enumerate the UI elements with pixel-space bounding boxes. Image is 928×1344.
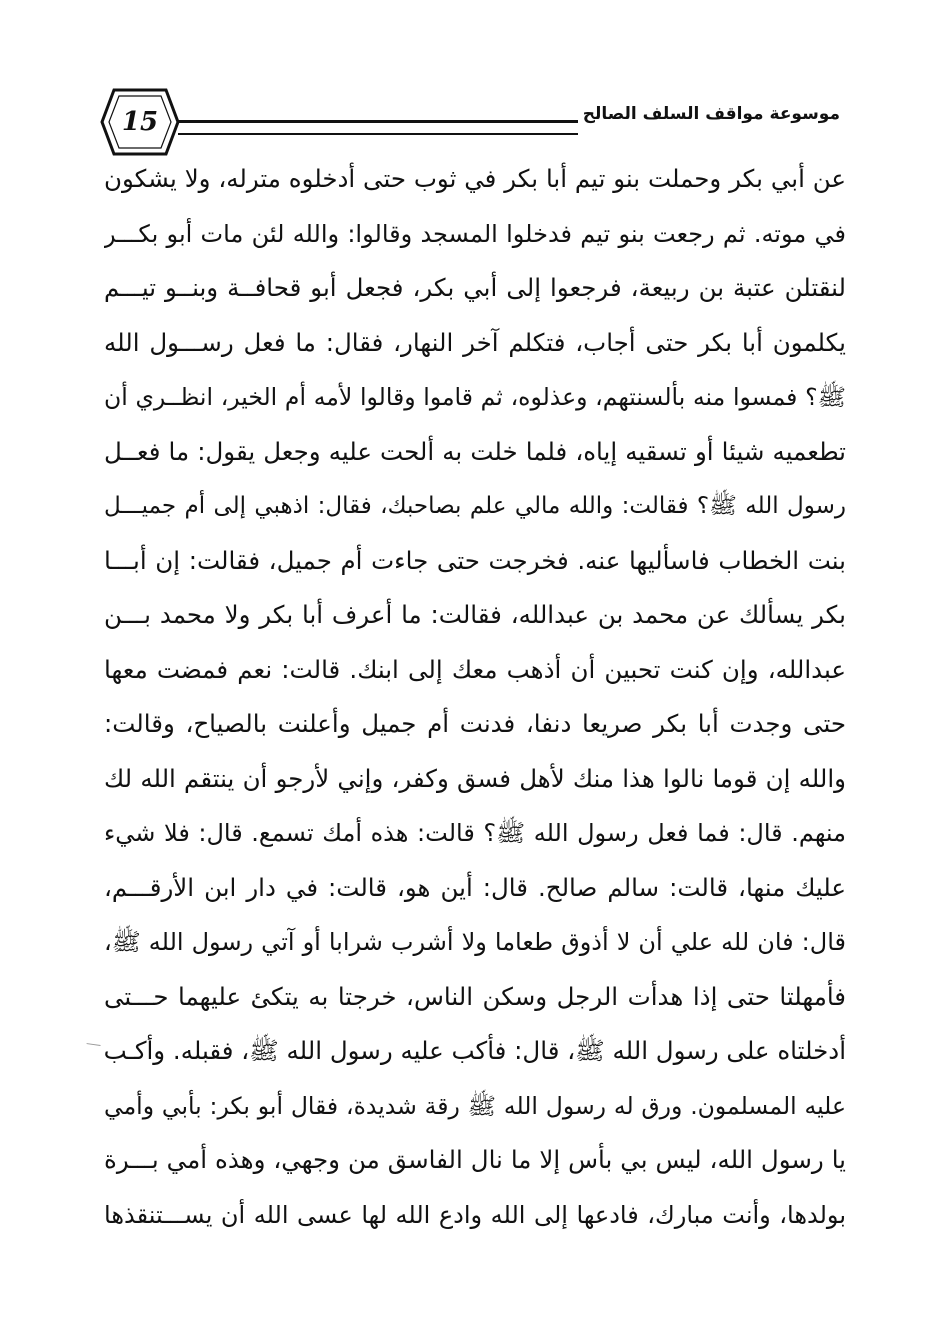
text-line: عن أبي بكر وحملت بنو تيم أبا بكر في ثوب حتى أدخلوه مترله، ولا يشكون [104,164,846,193]
scan-artifact [85,1043,100,1054]
text-line: بكر يسألك عن محمد بن عبدالله، فقالت: ما أعرف أبا بكر ولا محمد بـــن [104,600,846,629]
text-line: ﷺ؟ فمسوا منه بألسنتهم، وعذلوه، ثم قاموا وقالوا لأمه أم الخير، انظــري أن [104,383,846,411]
text-line: عبدالله، وإن كنت تحبين أن أذهب معك إلى ابنك. قالت: نعم فمضت معها [104,654,846,684]
page-number: 15 [121,107,159,137]
text-line: حتى وجدت أبا بكر صريعا دنفا، فدنت أم جميل وأعلنت بالصياح، وقالت: [104,709,846,738]
text-line: والله إن قوما نالوا هذا منك لأهل فسق وكفر، وإني لأرجو أن ينتقم الله لك [104,763,846,793]
text-line: أدخلتاه على رسول الله ﷺ، قال: فأكب عليه رسول الله ﷺ، فقبله. وأكـب [104,1036,846,1065]
text-line: تطعميه شيئا أو تسقيه إياه، فلما خلت به ألحت عليه وجعل يقول: ما فعــل [104,436,846,466]
text-line: رسول الله ﷺ؟ فقالت: والله مالي علم بصاحبك، فقال: اذهبي إلى أم جميـــل [104,493,846,519]
text-line: عليه المسلمون. ورق له رسول الله ﷺ رقة شديدة، فقال أبو بكر: بأبي وأمي [104,1091,846,1120]
text-line: منهم. قال: فما فعل رسول الله ﷺ؟ قالت: هذه أمك تسمع. قال: فلا شيء [104,819,846,847]
series-title: موسوعة مواقف السلف الصالح [582,104,840,124]
body-text [104,152,846,1242]
page-number-badge [100,86,180,158]
header-rule-thin [178,134,578,135]
text-line: بولدها، وأنت مبارك، فادعها إلى الله وادع الله لها عسى الله أن يســـتنقذها [104,1200,846,1229]
text-line: يكلمون أبا بكر حتى أجاب، فتكلم آخر النهار، فقال: ما فعل رســـول الله [104,327,846,357]
text-line: في موته. ثم رجعت بنو تيم فدخلوا المسجد وقالوا: والله لئن مات أبو بكـــر [104,219,846,248]
text-line: فأمهلتا حتى إذا هدأت الرجل وسكن الناس، خرجتا به يتكئ عليهما حـــتى [104,981,846,1011]
text-line: يا رسول الله، ليس بي بأس إلا ما نال الفاسق من وجهي، وهذه أمي بـــرة [104,1145,846,1174]
text-line: لنقتلن عتبة بن ربيعة، فرجعوا إلى أبي بكر، فجعل أبو قحافــة وبنــو تيـــم [104,273,846,302]
header-rule [178,120,578,134]
text-line: عليك منها، قالت: سالم صالح. قال: أين هو، قالت: في دار ابن الأرقـــم، [104,872,846,902]
text-line: قال: فان لله علي أن لا أذوق طعاما ولا أشرب شرابا أو آتي رسول الله ﷺ، [104,928,846,956]
text-line: بنت الخطاب فاسأليها عنه. فخرجت حتى جاءت أم جميل، فقالت: إن أبـــا [104,545,846,575]
